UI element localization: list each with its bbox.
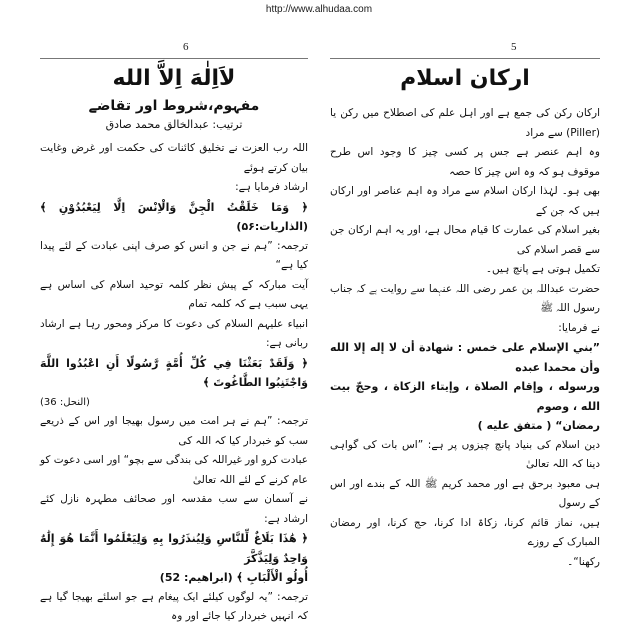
hadith-text: ”بني الإسلام على خمس : شهادة أن لا إله إلا الله وأن محمدا عبده [330, 341, 600, 374]
text-line: نے آسمان سے سب مقدسہ اور صحائف مطہرہ نازل کئے ارشاد ہے: [40, 493, 308, 525]
right-page-title: ارکان اسلام [400, 66, 530, 91]
text-line: عبادت کرو اور غیراللہ کی بندگی سے بچو“ اور اسی دعوت کو عام کرنے کے لئے اللہ تعالیٰ [40, 454, 308, 486]
text-line: ترجمہ: ”ہم نے جن و انس کو صرف اپنی عبادت کے لئے پیدا کیا ہے“ [40, 239, 308, 271]
text-line: نے فرمایا: [558, 321, 600, 334]
quran-verse: ﴿ وَلَقَدْ بَعَثْنَا فِي كُلِّ أُمَّةٍ رَّسُولًا أَنِ اعْبُدُوا اللَّهَ وَاجْتَنِبُوا الطَّاغُوتَ ﴾ [40, 356, 308, 389]
left-page-number: 6 [183, 41, 189, 53]
quran-verse: ﴿ هَٰذَا بَلَاغٌ لِّلنَّاسِ وَلِيُنذَرُوا بِهِ وَلِيَعْلَمُوا أَنَّمَا هُوَ إِلَٰهٌ وَاحِدٌ وَلِيَذَّكَّرَ [40, 532, 308, 565]
text-line: آیت مبارکہ کے پیش نظر کلمہ توحید اسلام کی اساس ہے یہی سبب ہے کہ کلمہ تمام [40, 278, 308, 310]
text-line: ہیں، نماز قائم کرنا، زکاۃ ادا کرنا، حج کرنا، اور رمضان المبارک کے روزے [330, 516, 600, 548]
text-line: ترجمہ: ”ہم نے ہر امت میں رسول بھیجا اور اس کے ذریعے سب کو خبردار کیا کہ اللہ کی [40, 415, 308, 447]
text-line: ہی معبود برحق ہے اور محمد کریم ﷺ اللہ کے بندے اور اس کے رسول [330, 477, 600, 509]
right-header-rule [330, 58, 600, 59]
verse-reference: (النحل: 36) [40, 396, 90, 408]
hadith-text: ورسوله ، وإقام الصلاة ، وإيتاء الزكاة ، وحجّ بيت الله ، وصوم [330, 380, 600, 413]
text-line: بغیر اسلام کی عمارت کا قیام محال ہے، اور یہ اہم ارکان جن سے قصر اسلام کی [330, 224, 600, 256]
quran-verse: ﴿ وَمَا خَلَقْتُ الْجِنَّ وَالْاِنْسَ اِلَّا لِيَعْبُدُوْنِ ﴾ (الذاریات:۵۶) [40, 200, 308, 233]
left-page [40, 62, 308, 622]
text-line: رکھنا“۔ [567, 555, 600, 568]
text-line: انبیاء علیہم السلام کی دعوت کا مرکز ومحور رہا ہے ارشاد ربانی ہے: [40, 317, 308, 349]
text-line: تکمیل ہوتی ہے پانچ ہیں۔ [485, 263, 600, 275]
hadith-text: رمضان“ ( متفق عليه ) [477, 419, 600, 432]
author-line: ترتیب: عبدالخالق محمد صادق [105, 118, 243, 131]
text-line: اللہ رب العزت نے تخلیق کائنات کی حکمت اور غرض وغایت بیان کرتے ہوئے [40, 142, 308, 174]
site-url: http://www.alhudaa.com [265, 4, 373, 15]
right-page [330, 62, 600, 568]
text-line: دین اسلام کی بنیاد پانچ چیزوں پر ہے: ”اس بات کی گواہی دینا کہ اللہ تعالیٰ [330, 438, 600, 470]
text-line: حضرت عبداللہ بن عمر رضی اللہ عنہما سے روایت ہے کہ جناب رسول اللہ ﷺ [330, 282, 600, 314]
left-page-subtitle: مفہوم،شروط اور تقاضے [88, 98, 260, 114]
text-line: ترجمہ: ”یہ لوگوں کیلئے ایک پیغام ہے جو اسلئے بھیجا گیا ہے کہ انہیں خبردار کیا جائے اور وہ [40, 590, 308, 622]
quran-verse: أُولُو الْأَلْبَابِ ﴾ (ابراهيم: 52) [159, 571, 308, 584]
text-line: بھی ہو۔ لہٰذا ارکان اسلام سے مراد وہ اہم عناصر اور ارکان ہیں کہ جن کے [330, 185, 600, 217]
text-line: ارشاد فرمایا ہے: [235, 181, 308, 193]
left-page-title: لاَاِلٰهَ اِلاَّ الله [112, 66, 236, 91]
text-line: ارکان رکن کی جمع ہے اور اہل علم کی اصطلاح میں رکن یا (Piller) سے مراد [330, 107, 600, 139]
text-line: وہ اہم عنصر ہے جس پر کسی چیز کا وجود اس طرح موقوف ہو کہ وہ اس چیز کا حصہ [330, 146, 600, 178]
left-header-rule [40, 58, 308, 59]
right-page-number: 5 [511, 41, 517, 53]
